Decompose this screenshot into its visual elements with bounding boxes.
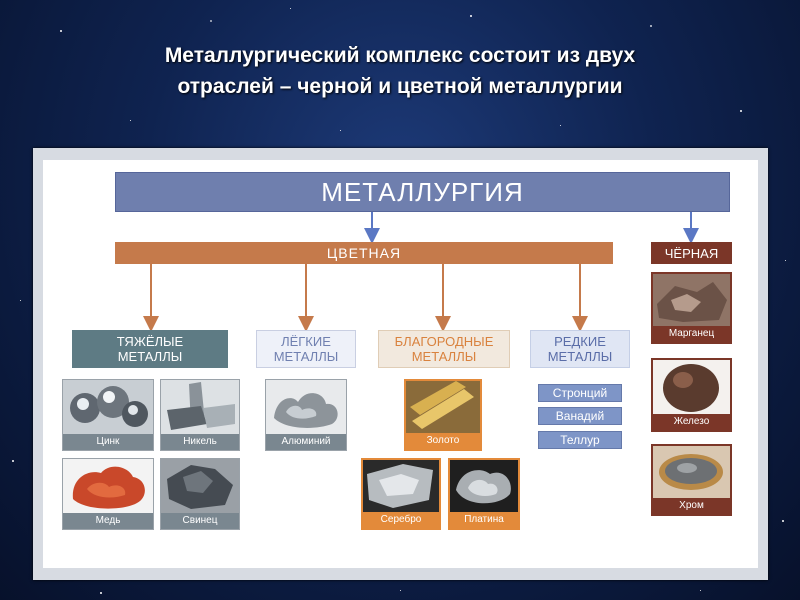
rare-metals-box [530,330,630,368]
heavy-line1: ТЯЖЁЛЫЕ [116,334,184,349]
rare-metal-strontium: Стронций [538,384,622,402]
chromium-photo [653,446,730,498]
zinc-photo [63,380,153,434]
metal-label-copper: Медь [63,513,153,529]
metal-label-zinc: Цинк [63,434,153,450]
metal-card-manganese [651,272,732,344]
rare-metal-tellurium: Теллур [538,431,622,449]
metal-card-copper [62,458,154,530]
light-line2: МЕТАЛЛЫ [273,349,339,364]
noble-line1: БЛАГОРОДНЫЕ [394,334,494,349]
ferrous-branch-box: ЧЁРНАЯ [651,242,732,264]
metal-card-platinum [448,458,520,530]
metal-card-aluminium [265,379,347,451]
heavy-line2: МЕТАЛЛЫ [117,349,183,364]
noble-metals-box [378,330,510,368]
heavy-metals-box [72,330,228,368]
metal-label-silver: Серебро [363,512,439,528]
copper-photo [63,459,153,513]
iron-photo [653,360,730,414]
light-line1: ЛЁГКИЕ [281,334,331,349]
nickel-photo [161,380,239,434]
metal-label-nickel: Никель [161,434,239,450]
metal-label-chromium: Хром [653,498,730,514]
metal-card-chromium [651,444,732,516]
platinum-photo [450,460,518,512]
metal-card-zinc [62,379,154,451]
metal-label-gold: Золото [406,433,480,449]
noble-line2: МЕТАЛЛЫ [411,349,477,364]
metal-label-aluminium: Алюминий [266,434,346,450]
light-metals-box [256,330,356,368]
lead-photo [161,459,239,513]
metal-card-iron [651,358,732,432]
metal-label-platinum: Платина [450,512,518,528]
metal-card-silver [361,458,441,530]
title-line-2: отраслей – черной и цветной металлургии [177,75,623,98]
rare-metal-vanadium: Ванадий [538,407,622,425]
manganese-photo [653,274,730,326]
nonferrous-branch-box: ЦВЕТНАЯ [115,242,613,264]
gold-photo [406,381,480,433]
rare-line1: РЕДКИЕ [554,334,606,349]
rare-line2: МЕТАЛЛЫ [547,349,613,364]
metal-label-lead: Свинец [161,513,239,529]
title-line-1: Металлургический комплекс состоит из двух [164,44,636,67]
metal-card-lead [160,458,240,530]
root-metallurgy-box: МЕТАЛЛУРГИЯ [115,172,730,212]
metal-label-iron: Железо [653,414,730,430]
aluminium-photo [266,380,346,434]
metal-card-nickel [160,379,240,451]
silver-photo [363,460,439,512]
metal-label-manganese: Марганец [653,326,730,342]
metal-card-gold [404,379,482,451]
